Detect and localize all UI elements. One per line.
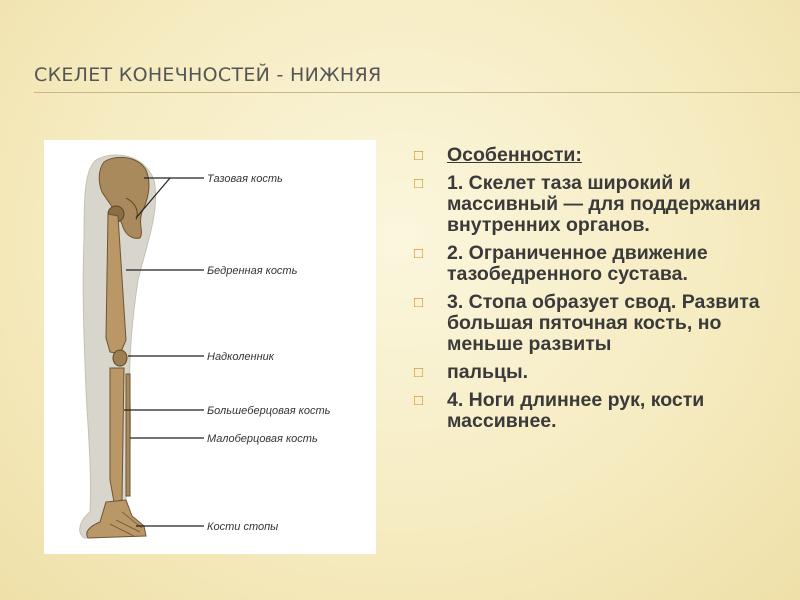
leg-skeleton-illustration [44,140,376,554]
label-tibia: Большеберцовая кость [207,405,331,417]
list-item [414,173,794,236]
fibula-bone [126,374,130,496]
list-item [414,292,794,355]
label-foot-bones: Кости стопы [207,521,279,533]
label-patella: Надколенник [207,351,274,363]
square-outline-bullet-icon: □ [414,392,424,409]
list-item-text: 4. Ноги длиннее рук, кости массивнее. [447,389,705,432]
list-item [414,362,794,383]
label-femur: Бедренная кость [207,265,298,277]
features-bullet-list [414,145,794,439]
label-fibula: Малоберцовая кость [207,433,318,445]
title-divider [34,92,800,93]
list-item [414,243,794,285]
list-item-text: 2. Ограниченное движение тазобедренного сустава. [447,242,708,285]
list-item-text: 3. Стопа образует свод. Развита большая пяточная кость, но меньше развиты [447,291,760,355]
patella-bone [113,350,127,366]
list-item [414,145,794,166]
square-outline-bullet-icon: □ [414,175,424,192]
features-heading: Особенности: [447,144,582,166]
square-outline-bullet-icon: □ [414,294,424,311]
square-outline-bullet-icon: □ [414,364,424,381]
label-pelvic-bone: Тазовая кость [207,173,283,185]
list-item-text: пальцы. [447,361,529,383]
square-outline-bullet-icon: □ [414,147,424,164]
square-outline-bullet-icon: □ [414,245,424,262]
slide-title: СКЕЛЕТ КОНЕЧНОСТЕЙ - НИЖНЯЯ [34,64,382,86]
list-item-text: 1. Скелет таза широкий и массивный — для поддержания внутренних органов. [447,172,761,236]
leg-skeleton-figure [44,140,376,554]
tibia-bone [110,368,124,502]
list-item [414,390,794,432]
